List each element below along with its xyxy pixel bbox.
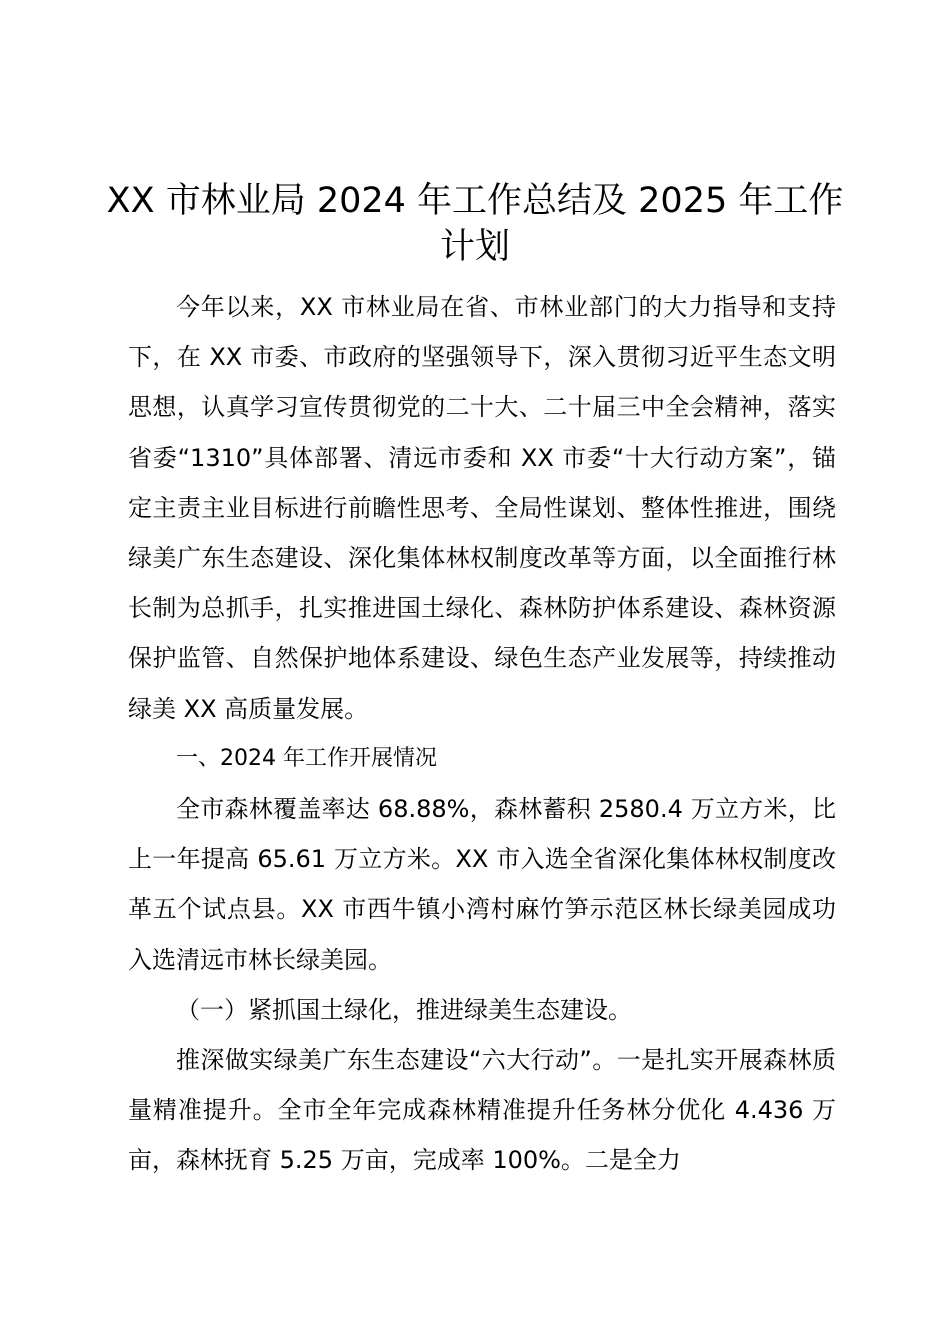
document-body: [128, 282, 836, 1186]
subsection-heading-greening: （一）紧抓国土绿化，推进绿美生态建设。: [176, 995, 632, 1024]
greening-paragraph: 推深做实绿美广东生态建设“六大行动”。一是扎实开展森林质量精准提升。全市全年完成森林精准提升任务林分优化 4.436 万亩，森林抚育 5.25 万亩，完成率 100%。二是全力: [128, 1046, 836, 1175]
summary-paragraph: 全市森林覆盖率达 68.88%，森林蓄积 2580.4 万立方米，比上一年提高 65.61 万立方米。XX 市入选全省深化集体林权制度改革五个试点县。XX 市西牛镇小湾村麻竹笋示范区林长绿美园成功入选清远市林长绿美园。: [128, 795, 836, 974]
intro-paragraph: 今年以来，XX 市林业局在省、市林业部门的大力指导和支持下，在 XX 市委、市政府的坚强领导下，深入贯彻习近平生态文明思想，认真学习宣传贯彻党的二十大、二十届三中全会精神，落实省委“1310”具体部署、清远市委和 XX 市委“十大行动方案”，锚定主责主业目标进行前瞻性思考、全局性谋划、整体性推进，围绕绿美广东生态建设、深化集体林权制度改革等方面，以全面推行林长制为总抓手，扎实推进国土绿化、森林防护体系建设、森林资源保护监管、自然保护地体系建设、绿色生态产业发展等，持续推动绿美 XX 高质量发展。: [128, 293, 836, 723]
document-title: XX 市林业局 2024 年工作总结及 2025 年工作计划: [106, 181, 844, 267]
section-heading-2024-work: 一、2024 年工作开展情况: [176, 745, 437, 771]
